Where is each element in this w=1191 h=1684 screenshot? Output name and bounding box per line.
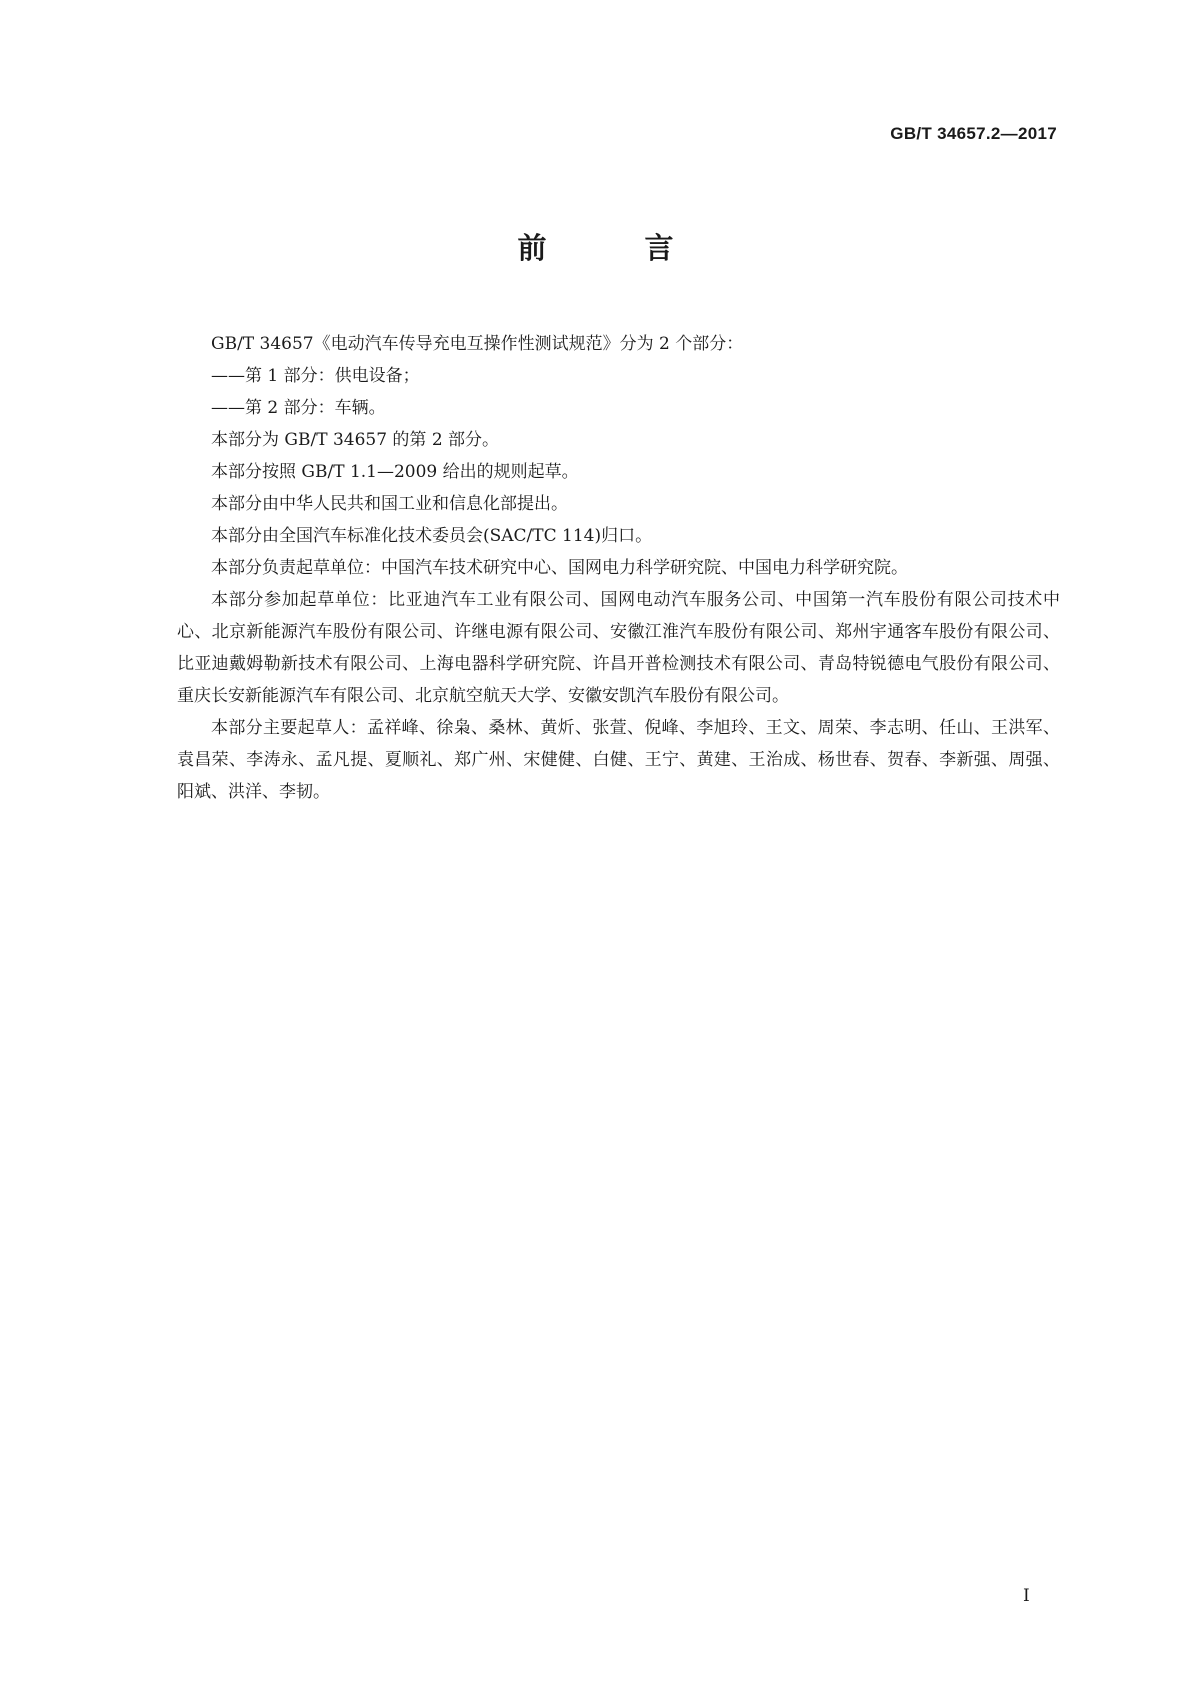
- paragraph-main-drafters: 本部分主要起草人：孟祥峰、徐枭、桑林、黄炘、张萱、倪峰、李旭玲、王文、周荣、李志明、任山、王洪军、袁昌荣、李涛永、孟凡提、夏顺礼、郑广州、宋健健、白健、王宁、黄建、王治成、杨世春、贺春、李新强、周强、阳斌、洪洋、李韧。: [177, 718, 1060, 802]
- paragraph-part-1: ——第 1 部分：供电设备；: [211, 366, 420, 386]
- page-number: I: [1023, 1586, 1030, 1606]
- foreword-body: [177, 328, 1060, 808]
- paragraph-participating-drafters: 本部分参加起草单位：比亚迪汽车工业有限公司、国网电动汽车服务公司、中国第一汽车股份有限公司技术中心、北京新能源汽车股份有限公司、许继电源有限公司、安徽江淮汽车股份有限公司、郑州宇通客车股份有限公司、比亚迪戴姆勒新技术有限公司、上海电器科学研究院、许昌开普检测技术有限公司、青岛特锐德电气股份有限公司、重庆长安新能源汽车有限公司、北京航空航天大学、安徽安凯汽车股份有限公司。: [177, 590, 1060, 706]
- paragraph-drafting-rules: 本部分按照 GB/T 1.1—2009 给出的规则起草。: [211, 462, 579, 482]
- paragraph-lead-drafters: 本部分负责起草单位：中国汽车技术研究中心、国网电力科学研究院、中国电力科学研究院。: [211, 558, 908, 578]
- paragraph-this-part: 本部分为 GB/T 34657 的第 2 部分。: [211, 430, 500, 450]
- paragraph-parts-overview: GB/T 34657《电动汽车传导充电互操作性测试规范》分为 2 个部分：: [211, 334, 744, 354]
- paragraph-part-2: ——第 2 部分：车辆。: [211, 398, 386, 418]
- paragraph-committee: 本部分由全国汽车标准化技术委员会(SAC/TC 114)归口。: [211, 526, 653, 546]
- page-title: 前 言: [517, 231, 718, 265]
- standard-code: GB/T 34657.2—2017: [890, 124, 1057, 143]
- paragraph-proposer: 本部分由中华人民共和国工业和信息化部提出。: [211, 494, 568, 514]
